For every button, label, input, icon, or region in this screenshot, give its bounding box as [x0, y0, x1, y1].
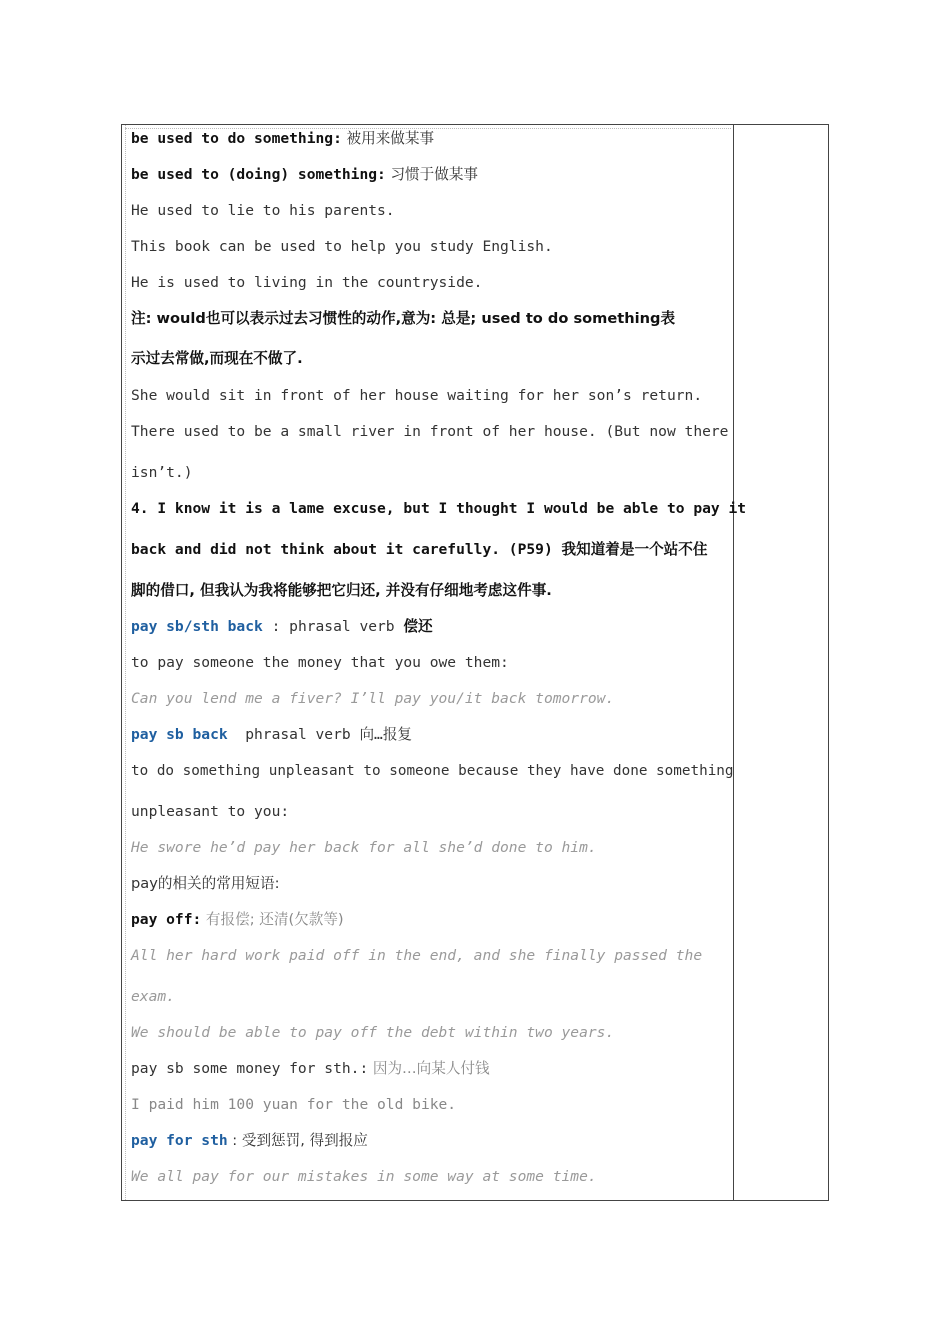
term: pay for sth	[131, 1132, 228, 1149]
note-line: 注: would也可以表示过去习惯性的动作,意为: 总是; used to do something表	[131, 310, 676, 327]
cell-guide-left	[125, 125, 126, 1200]
phrases-heading: pay的相关的常用短语:	[131, 875, 280, 892]
line-pay-back	[131, 617, 433, 637]
term: pay sb some money for sth.:	[131, 1060, 369, 1077]
example-line: exam.	[131, 988, 175, 1005]
line-be-used-to-doing	[131, 165, 478, 185]
part-of-speech: phrasal verb 向…报复	[227, 726, 413, 743]
example-line: Can you lend me a fiver? I’ll pay you/it back tomorrow.	[131, 690, 615, 707]
example-line: We all pay for our mistakes in some way at some time.	[131, 1168, 597, 1185]
definition: 习惯于做某事	[385, 166, 479, 183]
example-line: He swore he’d pay her back for all she’d done to him.	[131, 839, 597, 856]
sentence-4-line: 4. I know it is a lame excuse, but I thought I would be able to pay it	[131, 500, 747, 517]
column-divider	[733, 125, 734, 1200]
example-line: This book can be used to help you study English.	[131, 238, 553, 255]
term: pay off:	[131, 911, 202, 928]
definition: : 受到惩罚, 得到报应	[227, 1132, 368, 1149]
notes-table	[121, 124, 829, 1201]
text: There used to be a small river in front of her house. (But now there	[131, 423, 729, 440]
term: be used to do something:	[131, 130, 342, 147]
definition: 因为…向某人付钱	[368, 1060, 490, 1077]
sentence-4-line: back and did not think about it carefully. (P59) 我知道着是一个站不住	[131, 541, 708, 558]
line-pay-money-for	[131, 1059, 490, 1079]
definition: 有报偿; 还清(欠款等)	[201, 911, 344, 928]
line-pay-for	[131, 1131, 368, 1151]
example-line: He used to lie to his parents.	[131, 202, 395, 219]
example-line: isn’t.)	[131, 464, 193, 481]
term: pay sb back	[131, 726, 228, 743]
definition-line: to pay someone the money that you owe them:	[131, 654, 509, 671]
term: pay sb/sth back	[131, 618, 263, 635]
definition: 偿还	[403, 618, 433, 635]
definition-line: to do something unpleasant to someone because they have done something	[131, 763, 734, 779]
example-line	[131, 422, 727, 442]
line-be-used-to-do	[131, 129, 434, 149]
definition: 被用来做某事	[341, 130, 435, 147]
example-line: We should be able to pay off the debt within two years.	[131, 1024, 615, 1041]
definition-line: unpleasant to you:	[131, 803, 290, 820]
example-line: I paid him 100 yuan for the old bike.	[131, 1096, 457, 1113]
line-pay-off	[131, 910, 344, 930]
sentence-4-line: 脚的借口, 但我认为我将能够把它归还, 并没有仔细地考虑这件事.	[131, 582, 552, 599]
term: be used to (doing) something:	[131, 166, 386, 183]
line-pay-sb-back	[131, 725, 412, 745]
example-line: All her hard work paid off in the end, and she finally passed the	[131, 947, 703, 964]
example-line: She would sit in front of her house waiting for her son’s return.	[131, 387, 703, 404]
example-line: He is used to living in the countryside.	[131, 274, 483, 291]
part-of-speech: : phrasal verb	[262, 618, 404, 635]
note-line: 示过去常做,而现在不做了.	[131, 350, 303, 367]
